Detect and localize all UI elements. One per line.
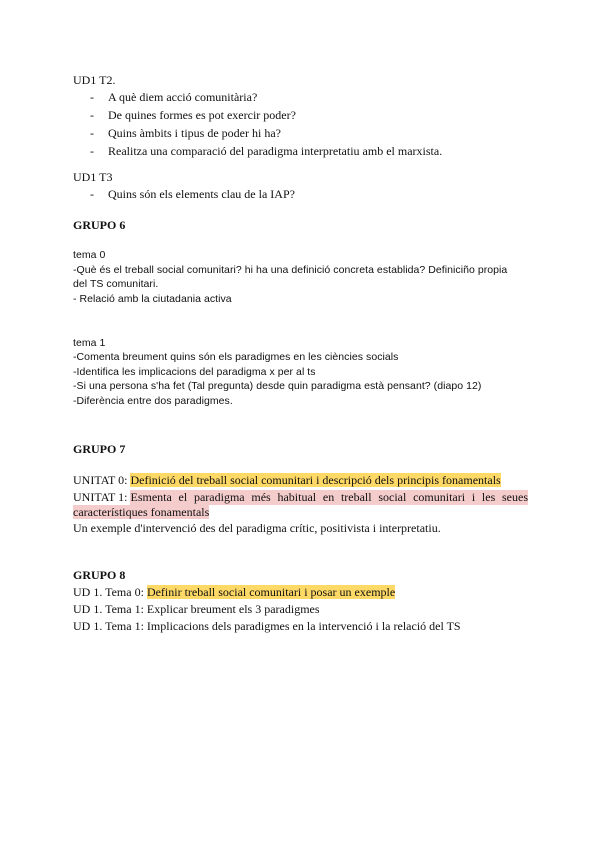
list-item: Realitza una comparació del paradigma interpretatiu amb el marxista.: [108, 144, 443, 158]
list-item: Quins àmbits i tipus de poder hi ha?: [108, 126, 281, 140]
grupo8-heading: GRUPO 8: [73, 568, 126, 582]
tema1-line: -Si una persona s'ha fet (Tal pregunta) desde quin paradigma està pensant? (diapo 12): [73, 380, 482, 392]
tema1-line: -Diferència entre dos paradigmes.: [73, 395, 233, 407]
unitat0-highlight: Definició del treball social comunitari i descripció dels principis fonamentals: [130, 473, 501, 487]
unitat1-label: UNITAT 1:: [73, 490, 131, 504]
grupo8-line1-highlight: Definir treball social comunitari i posar un exemple: [146, 585, 396, 599]
grupo8-line: [73, 585, 395, 600]
bullet-dash: -: [90, 108, 94, 122]
tema1-label: tema 1: [73, 337, 106, 349]
unitat0-label: UNITAT 0:: [73, 473, 131, 487]
grupo7-heading: GRUPO 7: [73, 442, 126, 456]
list-item: Quins són els elements clau de la IAP?: [108, 187, 295, 201]
tema1-line: -Identifica les implicacions del paradigma x per al ts: [73, 366, 316, 378]
tema1-line: -Comenta breument quins són els paradigmes en les ciències socials: [73, 351, 399, 363]
tema0-line: -Què és el treball social comunitari? hi ha una definició concreta establida? Definiciño propia: [73, 264, 508, 276]
tema0-line: - Relació amb la ciutadania activa: [73, 293, 232, 305]
unitat1-highlight-continued: característiques fonamentals: [73, 505, 210, 519]
bullet-dash: -: [90, 126, 94, 140]
bullet-dash: -: [90, 187, 94, 201]
unitat1-line-2: [73, 505, 209, 520]
list-item: A què diem acció comunitària?: [108, 90, 258, 104]
grupo8-line1-label: UD 1. Tema 0:: [73, 585, 147, 599]
unitat1-line: [73, 490, 528, 505]
grupo8-line: UD 1. Tema 1: Implicacions dels paradigmes en la intervenció i la relació del TS: [73, 619, 461, 633]
bullet-dash: -: [90, 144, 94, 158]
bullet-dash: -: [90, 90, 94, 104]
ud1-t2-heading: UD1 T2.: [73, 73, 116, 87]
ud1-t3-heading: UD1 T3: [73, 170, 113, 184]
list-item: De quines formes es pot exercir poder?: [108, 108, 296, 122]
unitat0-line: [73, 473, 501, 488]
unitat1-highlight: Esmenta el paradigma més habitual en treball social comunitari i les seues: [130, 490, 528, 504]
grupo8-line: UD 1. Tema 1: Explicar breument els 3 paradigmes: [73, 602, 320, 616]
grupo7-example: Un exemple d'intervenció des del paradigma crític, positivista i interpretatiu.: [73, 521, 441, 535]
tema0-line: del TS comunitari.: [73, 278, 159, 290]
grupo6-heading: GRUPO 6: [73, 218, 126, 232]
tema0-label: tema 0: [73, 249, 106, 261]
